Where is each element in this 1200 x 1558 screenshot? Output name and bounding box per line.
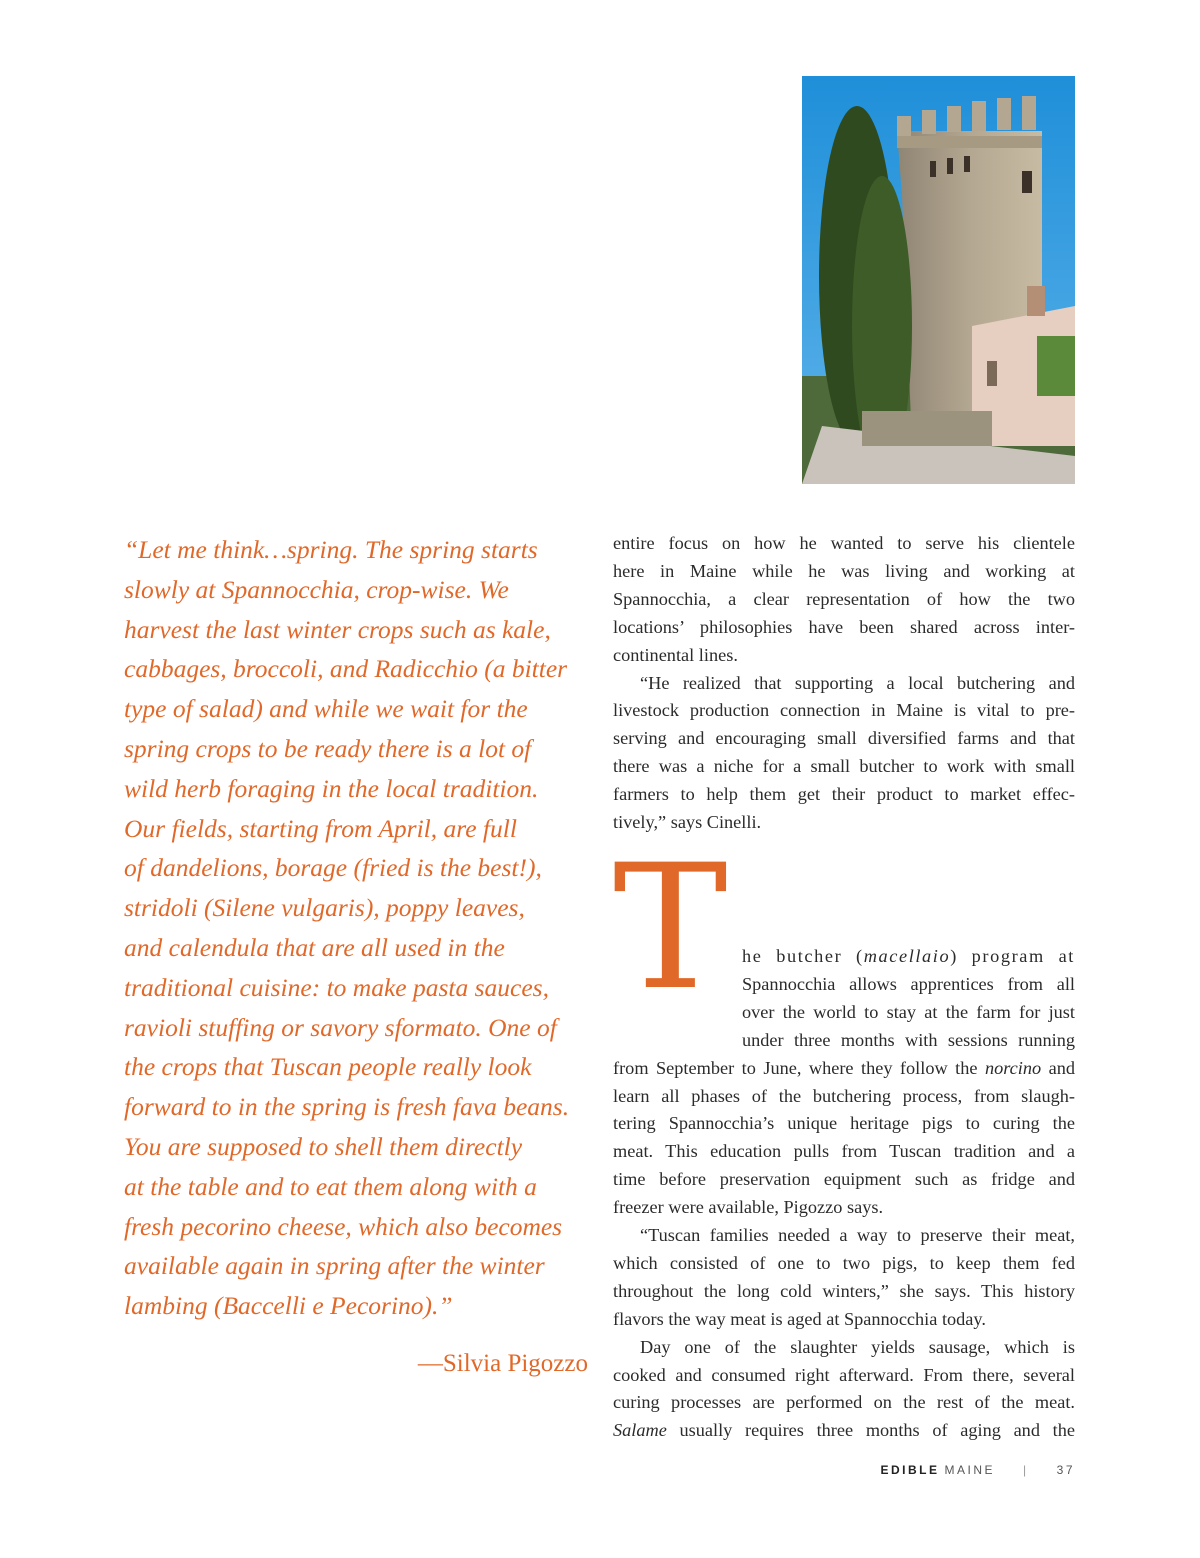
quote-attribution: —Silvia Pigozzo xyxy=(417,1350,588,1377)
quote-line: at the table and to eat them along with a xyxy=(124,1171,537,1201)
body-line: livestock production connection in Maine is vital to pre- xyxy=(613,700,1075,721)
quote-line: fresh pecorino cheese, which also becomes xyxy=(124,1211,563,1241)
page-number: 37 xyxy=(1056,1463,1075,1477)
quote-line: Our fields, starting from April, are full xyxy=(124,813,517,843)
quote-line: wild herb foraging in the local tradition. xyxy=(124,773,539,803)
castle-tower-photo xyxy=(802,76,1075,484)
quote-line: stridoli (Silene vulgaris), poppy leaves, xyxy=(124,893,525,923)
body-line: over the world to stay at the farm for just xyxy=(742,1001,1075,1022)
body-line: freezer were available, Pigozzo says. xyxy=(613,1197,884,1218)
body-text: ) program at xyxy=(950,945,1075,966)
body-line: “Tuscan families needed a way to preserve their meat, xyxy=(640,1225,1075,1246)
body-line: meat. This education pulls from Tuscan tradition and a xyxy=(613,1141,1075,1162)
body-line: tering Spannocchia’s unique heritage pigs to curing the xyxy=(613,1113,1075,1134)
body-line: “He realized that supporting a local butchering and xyxy=(640,672,1075,693)
castle-tower-image xyxy=(802,76,1075,484)
magazine-brand: EDIBLE xyxy=(880,1463,940,1477)
quote-line: “Let me think…spring. The spring starts xyxy=(124,535,538,564)
body-line: which consisted of one to two pigs, to keep them fed xyxy=(613,1252,1075,1273)
body-line xyxy=(613,1417,1075,1445)
quote-line: type of salad) and while we wait for the xyxy=(124,694,528,724)
quote-line: of dandelions, borage (fried is the best!), xyxy=(124,853,542,883)
body-text: usually requires three months of aging and the xyxy=(666,1420,1075,1441)
body-line: under three months with sessions running xyxy=(742,1029,1075,1050)
body-line: there was a niche for a small butcher to work with small xyxy=(613,756,1075,777)
body-line: farmers to help them get their product to market effec- xyxy=(613,784,1075,805)
body-text: from September to June, where they follow the xyxy=(613,1057,985,1078)
body-line: Day one of the slaughter yields sausage, which is xyxy=(640,1336,1075,1357)
body-text: he butcher ( xyxy=(742,945,864,966)
body-line xyxy=(742,943,1075,971)
body-line: here in Maine while he was living and working at xyxy=(613,560,1075,581)
italic-term: macellaio xyxy=(863,945,951,966)
quote-line: lambing (Baccelli e Pecorino).” xyxy=(124,1291,453,1321)
quote-line: the crops that Tuscan people really look xyxy=(124,1052,532,1082)
quote-line: traditional cuisine: to make pasta sauces, xyxy=(124,972,549,1002)
footer-separator: | xyxy=(1023,1463,1029,1477)
body-line: throughout the long cold winters,” she says. This history xyxy=(613,1280,1075,1301)
quote-line: and calendula that are all used in the xyxy=(124,932,505,962)
body-line: flavors the way meat is aged at Spannocchia today. xyxy=(613,1308,986,1329)
body-line: tively,” says Cinelli. xyxy=(613,812,762,833)
body-text: and xyxy=(1041,1057,1076,1078)
body-line: serving and encouraging small diversified farms and that xyxy=(613,728,1075,749)
quote-line: ravioli stuffing or savory sformato. One of xyxy=(124,1012,557,1042)
body-line: time before preservation equipment such as fridge and xyxy=(613,1169,1075,1190)
pull-quote xyxy=(124,530,594,1326)
page-footer xyxy=(880,1463,1075,1477)
body-line: curing processes are performed on the rest of the meat. xyxy=(613,1392,1075,1413)
drop-cap: T xyxy=(613,827,728,1028)
body-line: Spannocchia, a clear representation of how the two xyxy=(613,588,1075,609)
body-line: locations’ philosophies have been shared across inter- xyxy=(613,616,1075,637)
body-line: continental lines. xyxy=(613,644,738,665)
body-line: entire focus on how he wanted to serve his clientele xyxy=(613,533,1075,553)
quote-line: You are supposed to shell them directly xyxy=(124,1131,523,1161)
quote-line: spring crops to be ready there is a lot of xyxy=(124,733,532,763)
magazine-subtitle: MAINE xyxy=(944,1463,996,1477)
quote-line: slowly at Spannocchia, crop-wise. We xyxy=(124,574,509,604)
quote-line: cabbages, broccoli, and Radicchio (a bitter xyxy=(124,654,568,684)
body-line: Spannocchia allows apprentices from all xyxy=(742,973,1075,994)
quote-line: forward to in the spring is fresh fava beans. xyxy=(124,1092,570,1122)
body-line: learn all phases of the butchering process, from slaugh- xyxy=(613,1085,1075,1106)
body-line xyxy=(613,1055,1075,1083)
italic-term: Salame xyxy=(613,1420,667,1441)
quote-line: available again in spring after the winter xyxy=(124,1251,545,1281)
body-line: cooked and consumed right afterward. From there, several xyxy=(613,1364,1075,1385)
quote-line: harvest the last winter crops such as kale, xyxy=(124,614,551,644)
italic-term: norcino xyxy=(984,1057,1042,1078)
article-body xyxy=(613,530,1075,1445)
